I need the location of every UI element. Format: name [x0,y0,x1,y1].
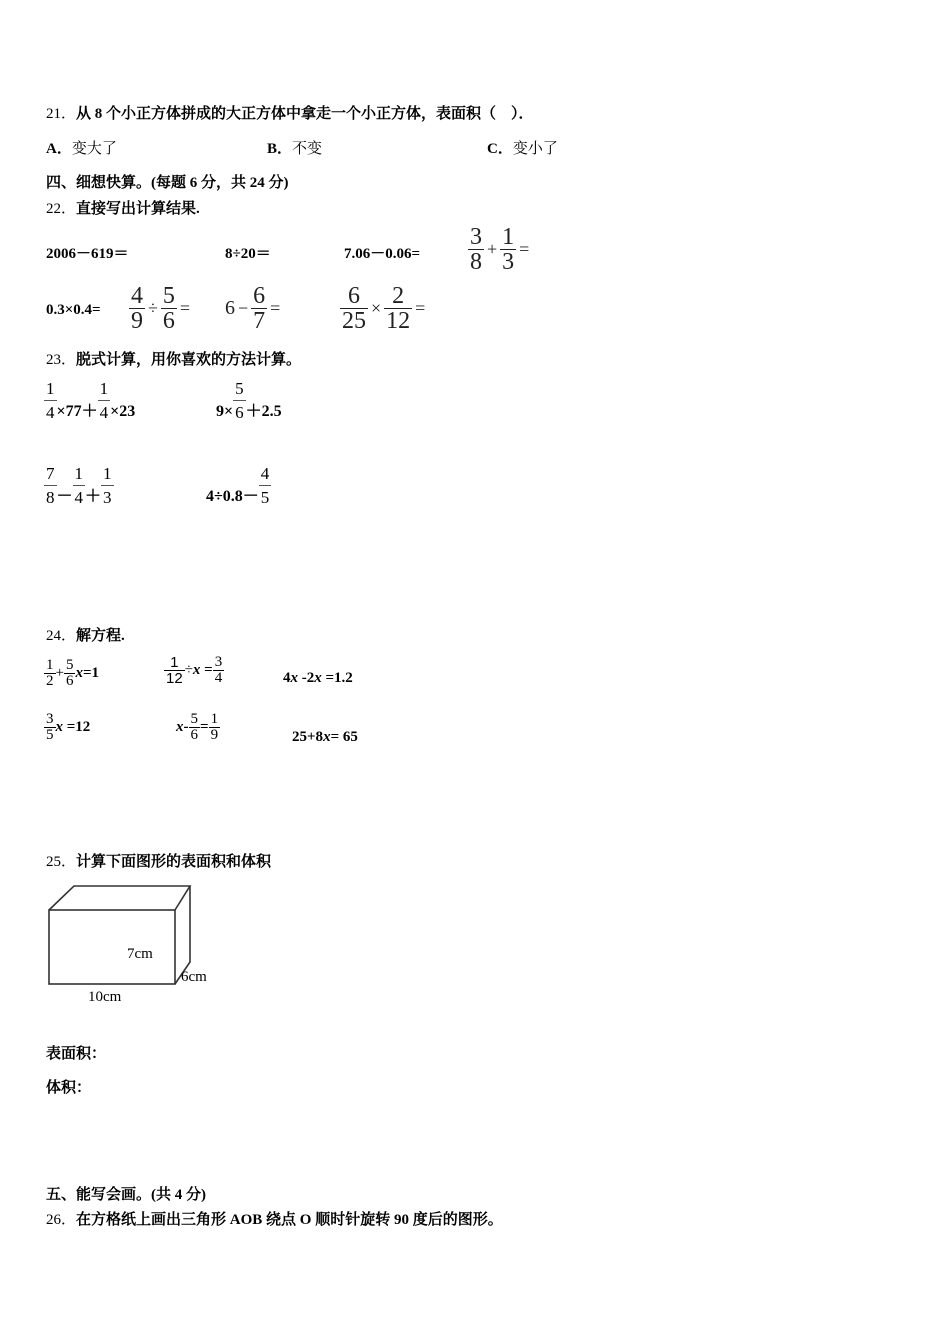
label-length: 10cm [88,989,122,1005]
numerator: 3 [470,224,482,250]
option-text: 不变 [292,141,323,157]
numerator: 4 [260,464,270,483]
denominator: 6 [233,400,246,421]
operator: ÷ [184,662,193,678]
operator: ＋ [85,488,102,506]
expr-22-2: 8÷20＝ [225,246,271,262]
denominator: 9 [131,308,143,334]
denominator: 6 [65,673,74,689]
expr-text: ×77＋ [56,403,98,421]
option-letter: B． [267,141,293,157]
equals: = [519,239,530,259]
fraction [259,465,272,506]
denominator: 5 [259,485,272,506]
variable: x [323,729,331,745]
option-text: 变小了 [512,141,558,157]
fraction [44,380,57,421]
expr-text: 9× [216,403,234,421]
numerator: 2 [392,283,405,309]
section-5-title: 五、能写会画。(共 4 分) [46,1187,206,1203]
equals: = [200,662,213,678]
numerator: 3 [46,711,54,727]
fraction [164,655,185,686]
denominator: 3 [101,485,114,506]
equals: = [270,298,281,318]
equation-24-1 [44,658,99,689]
question-24 [46,624,125,645]
option-letter: A． [46,141,72,157]
variable: x [192,662,201,678]
question-text: 脱式计算，用你喜欢的方法计算。 [76,352,302,368]
volume-label: 体积： [46,1080,92,1096]
expr-text: =1.2 [321,670,353,686]
denominator: 7 [253,308,266,334]
variable: x [176,719,184,735]
question-26 [46,1208,503,1229]
question-text: 在方格纸上画出三角形 AOB 绕点 O 顺时针旋转 90 度后的图形。 [76,1212,503,1228]
expr-22-1: 2006－619＝ [46,246,129,262]
expr-22-6 [129,284,193,333]
denominator: 5 [46,727,54,743]
expr-text: -2 [298,670,315,686]
question-number: 23． [46,352,77,368]
question-text: 从 8 个小正方体拼成的大正方体中拿走一个小正方体，表面积（ ）． [76,106,534,122]
option-c[interactable] [487,137,558,158]
expr-23-2 [216,380,282,421]
fraction [44,658,56,689]
equation-24-4 [44,712,90,743]
numerator: 7 [46,464,55,483]
numerator: 1 [46,657,54,673]
equation-24-6 [292,729,358,746]
denominator: 4 [98,400,111,421]
operator: + [55,665,64,681]
variable: x [55,719,63,735]
denominator: 12 [166,670,183,687]
denominator: 4 [214,670,223,686]
option-text: 变大了 [71,141,117,157]
expr-text: =12 [63,719,91,735]
fraction [500,225,516,274]
variable: x [75,665,83,681]
denominator: 6 [190,727,198,743]
denominator: 4 [73,485,86,506]
question-23 [46,348,301,369]
expr-text: ×23 [110,403,136,421]
equation-24-5 [176,712,220,743]
operator: － [56,488,73,506]
fraction [64,658,76,689]
expr-23-4 [206,465,271,506]
equals: = [415,298,426,318]
question-text: 直接写出计算结果. [76,201,200,217]
question-21 [46,102,534,123]
denominator: 25 [342,308,366,334]
fraction [161,284,177,333]
operator: + [487,239,498,259]
question-number: 22． [46,201,77,217]
question-25 [46,850,271,871]
numerator: 6 [253,283,266,309]
fraction [384,284,412,333]
denominator: 2 [46,673,54,689]
variable: x [290,670,298,686]
numerator: 1 [170,654,179,671]
fraction [251,284,267,333]
numerator: 1 [74,464,84,483]
question-number: 21． [46,106,77,122]
expr-22-7 [225,284,283,333]
equation-24-3 [283,670,353,687]
equals: = [200,719,209,735]
cuboid-figure [40,878,230,1008]
numerator: 1 [99,379,109,398]
expr-22-3: 7.06－0.06= [344,246,421,262]
expr-22-5: 0.3×0.4= [46,302,101,318]
option-a[interactable] [46,137,117,158]
question-number: 26． [46,1212,77,1228]
option-b[interactable] [267,137,322,158]
expr-22-8 [340,284,428,333]
question-22 [46,197,200,218]
cuboid-top-face [49,886,190,910]
denominator: 8 [470,249,482,275]
coefficient: 4 [283,670,291,686]
expr-text: = 65 [330,729,358,745]
numerator: 3 [214,654,223,670]
denominator: 4 [44,400,57,421]
fraction [73,465,86,506]
numerator: 1 [103,464,112,483]
denominator: 3 [502,249,515,275]
question-text: 计算下面图形的表面积和体积 [76,854,272,870]
variable: x [314,670,322,686]
fraction [340,284,368,333]
question-number: 25． [46,854,77,870]
fraction [101,465,114,506]
fraction [44,465,57,506]
option-letter: C． [487,141,513,157]
expr-23-1 [44,380,135,421]
expr-23-3 [44,465,114,506]
numerator: 5 [235,379,244,398]
numerator: 5 [162,283,175,309]
operator: × [371,298,382,318]
numerator: 4 [131,283,143,309]
numerator: 1 [46,379,55,398]
label-depth: 6cm [181,969,207,985]
numerator: 1 [502,224,515,250]
numerator: 6 [348,283,360,309]
fraction [44,712,56,743]
numerator: 1 [210,711,219,727]
fraction [189,712,201,743]
denominator: 6 [162,308,175,334]
denominator: 8 [44,485,57,506]
expr-text: 4÷0.8－ [206,488,259,506]
denominator: 12 [386,308,411,334]
equals: = [179,298,191,318]
question-number: 24． [46,628,77,644]
expr-text: ＋2.5 [245,403,282,421]
fraction [129,284,145,333]
label-height: 7cm [127,946,153,962]
numerator: 5 [65,657,74,673]
surface-area-label: 表面积： [46,1046,107,1062]
denominator: 9 [210,727,219,743]
whole-number: 6 [225,297,235,319]
fraction [213,655,225,686]
expr-22-4 [468,225,532,274]
fraction [98,380,111,421]
fraction [468,225,484,274]
fraction [209,712,221,743]
operator: − [238,298,249,318]
operator: - [183,719,189,735]
fraction [233,380,246,421]
operator: ÷ [148,298,158,318]
expr-text: 25+8 [292,729,324,745]
cuboid-front-face [49,910,175,984]
numerator: 5 [190,711,198,727]
expr-text: =1 [82,665,100,681]
equation-24-2 [164,655,224,686]
question-text: 解方程. [76,628,125,644]
section-4-title: 四、细想快算。(每题 6 分，共 24 分) [46,175,289,191]
